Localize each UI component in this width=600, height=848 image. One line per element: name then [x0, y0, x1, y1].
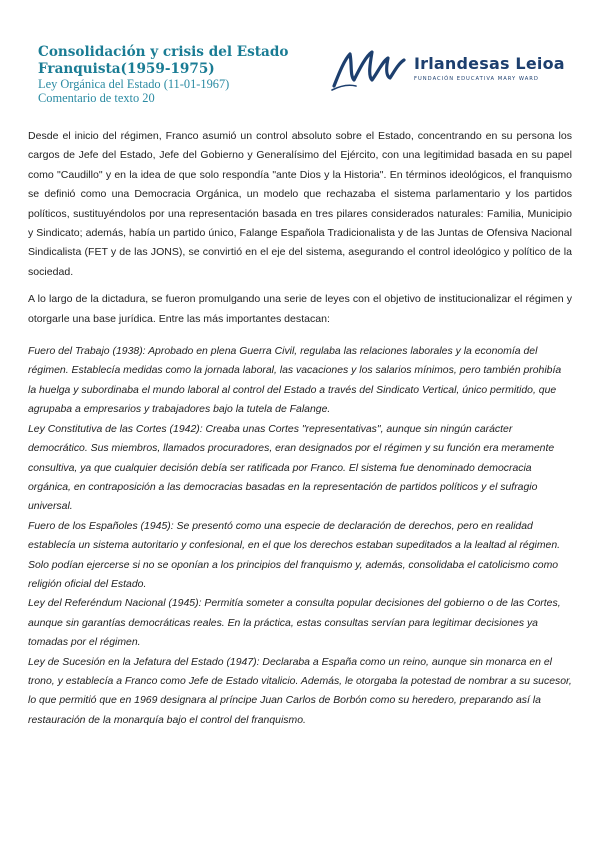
law-item: Fuero de los Españoles (1945): Se presentó como una especie de declaración de derechos, pero en realidad establecía un sistema autoritario y confesional, en el que los derechos estaban supeditados a la lealtad al régimen. Solo podían ejercerse si no se oponían a los principios del franquismo y, además, consolidaba el catolicismo como religión oficial del Estado.	[28, 520, 561, 590]
mw-monogram-icon	[330, 46, 410, 92]
body-paragraph: A lo largo de la dictadura, se fueron promulgando una serie de leyes con el objetivo de institucionalizar el régimen y otorgarle una base jurídica. Entre las más importantes destacan:	[28, 293, 572, 325]
logo-name: Irlandesas Leioa	[414, 54, 565, 73]
law-item: Ley de Sucesión en la Jefatura del Estado (1947): Declaraba a España como un reino, aunque sin monarca en el trono, y establecía a Franco como Jefe de Estado vitalicio. Además, le otorgaba la potestad de nombrar a su sucesor, lo que permitió que en 1969 designara al príncipe Juan Carlos de Borbón como su heredero, preparando así la restauración de la monarquía bajo el control del franquismo.	[28, 656, 572, 726]
law-item: Ley Constitutiva de las Cortes (1942): Creaba unas Cortes "representativas", aunque sin ningún carácter democrático. Sus miembros, llamados procuradores, eran designados por el régimen y su función era meramente consultiva, ya que cualquier decisión debía ser ratificada por Franco. El sistema fue denominado democracia orgánica, en contraposición a las democracias basadas en la representación de partidos políticos y el sufragio universal.	[28, 423, 555, 513]
document-title-line2: Franquista(1959-1975)	[38, 61, 215, 77]
laws-list	[28, 342, 572, 730]
law-item: Ley del Referéndum Nacional (1945): Permitía someter a consulta popular decisiones del gobierno o de las Cortes, aunque sin garantías democráticas reales. En la práctica, estas consultas servían para legitimar decisiones ya tomadas por el régimen.	[28, 598, 561, 649]
logo-tagline: FUNDACIÓN EDUCATIVA MARY WARD	[414, 76, 539, 82]
document-subtitle: Ley Orgánica del Estado (11-01-1967)	[38, 77, 230, 91]
body-paragraph: Desde el inicio del régimen, Franco asumió un control absoluto sobre el Estado, concentrando en su persona los cargos de Jefe del Estado, Jefe del Gobierno y Generalísimo del Ejército, con una legitimidad basada en su papel como "Caudillo" y en la idea de que solo respondía "ante Dios y la Historia". En términos ideológicos, el franquismo se definió como una Democracia Orgánica, un modelo que rechazaba el sistema parlamentario y los partidos políticos, sustituyéndolos por una representación basada en tres pilares considerados naturales: Familia, Municipio y Sindicato; además, había un partido único, Falange Española Tradicionalista y de las Juntas de Ofensiva Nacional Sindicalista (FET y de las JONS), se convirtió en el eje del sistema, asegurando el control ideológico y político de la sociedad.	[28, 130, 572, 278]
law-item: Fuero del Trabajo (1938): Aprobado en plena Guerra Civil, regulaba las relaciones laborales y la economía del régimen. Establecía medidas como la jornada laboral, las vacaciones y los salarios mínimos, pero también prohibía la huelga y subordinaba el mundo laboral al control del Estado a través del Sindicato Vertical, único permitido, que agrupaba a empresarios y trabajadores bajo la tutela de Falange.	[28, 346, 562, 416]
document-comment-label: Comentario de texto 20	[38, 90, 155, 105]
document-body	[28, 127, 572, 730]
title-block	[38, 44, 298, 105]
document-header	[38, 44, 578, 114]
school-logo	[330, 46, 570, 96]
document-title-line1: Consolidación y crisis del Estado	[38, 44, 289, 60]
